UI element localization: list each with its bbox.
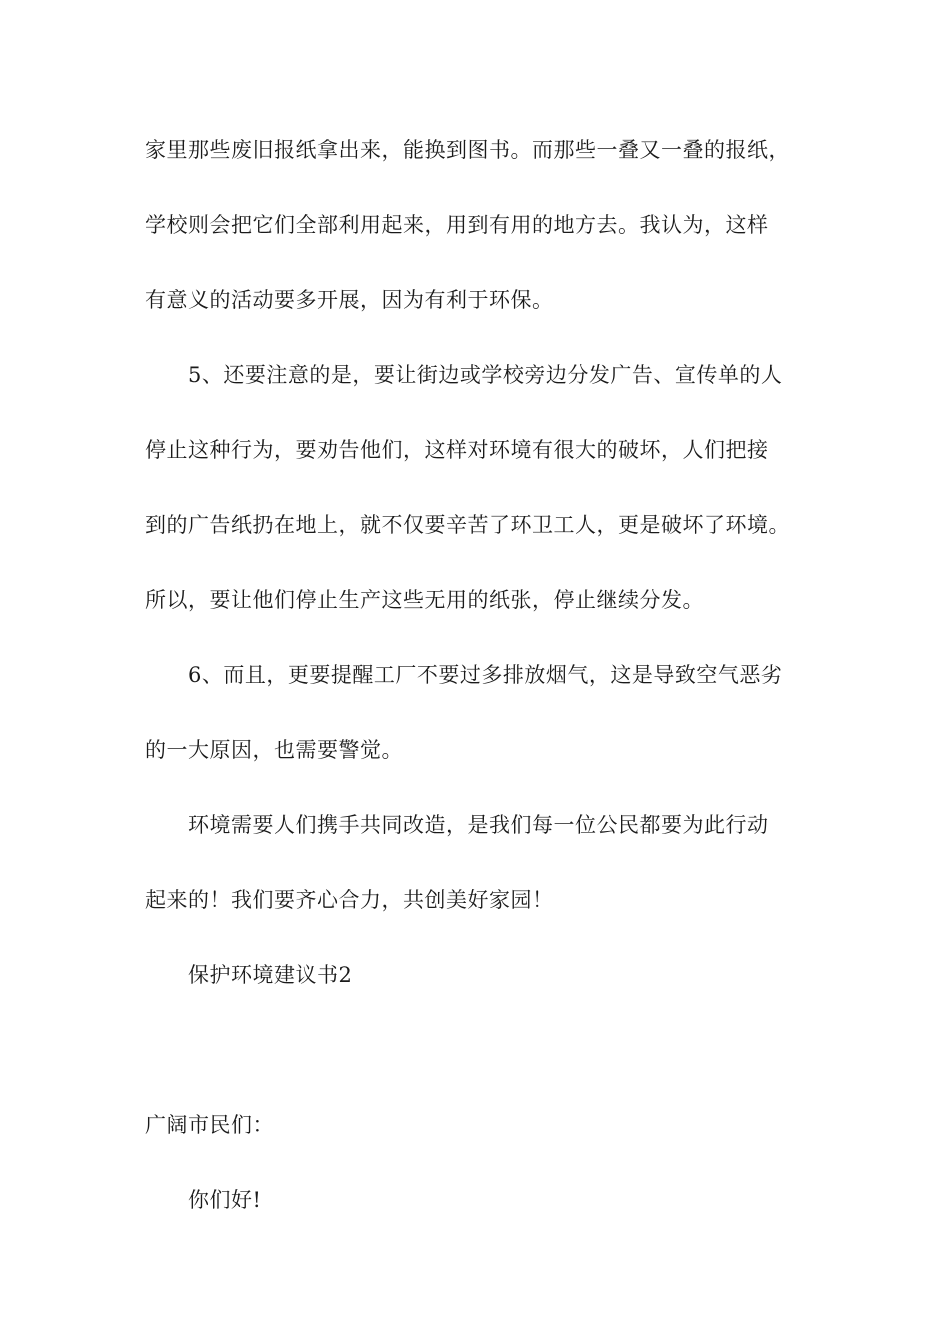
paragraph-line: 到的广告纸扔在地上，就不仅要辛苦了环卫工人，更是破坏了环境。 [145, 513, 790, 537]
paragraph-line: 6、而且，更要提醒工厂不要过多排放烟气，这是导致空气恶劣 [188, 663, 783, 687]
paragraph-line: 所以，要让他们停止生产这些无用的纸张，停止继续分发。 [145, 588, 704, 612]
paragraph-line: 的一大原因，也需要警觉。 [145, 738, 403, 762]
paragraph-line: 环境需要人们携手共同改造，是我们每一位公民都要为此行动 [188, 813, 769, 837]
salutation: 广阔市民们： [145, 1113, 274, 1137]
paragraph-line: 停止这种行为，要劝告他们，这样对环境有很大的破坏，人们把接 [145, 438, 769, 462]
paragraph-line: 5、还要注意的是，要让街边或学校旁边分发广告、宣传单的人 [188, 363, 783, 387]
section-heading: 保护环境建议书2 [188, 963, 353, 987]
paragraph-line: 学校则会把它们全部利用起来，用到有用的地方去。我认为，这样 [145, 213, 769, 237]
paragraph-line: 有意义的活动要多开展，因为有利于环保。 [145, 288, 554, 312]
paragraph-line: 起来的！我们要齐心合力，共创美好家园！ [145, 888, 554, 912]
paragraph-line: 家里那些废旧报纸拿出来，能换到图书。而那些一叠又一叠的报纸， [145, 138, 790, 162]
greeting: 你们好! [188, 1188, 262, 1212]
